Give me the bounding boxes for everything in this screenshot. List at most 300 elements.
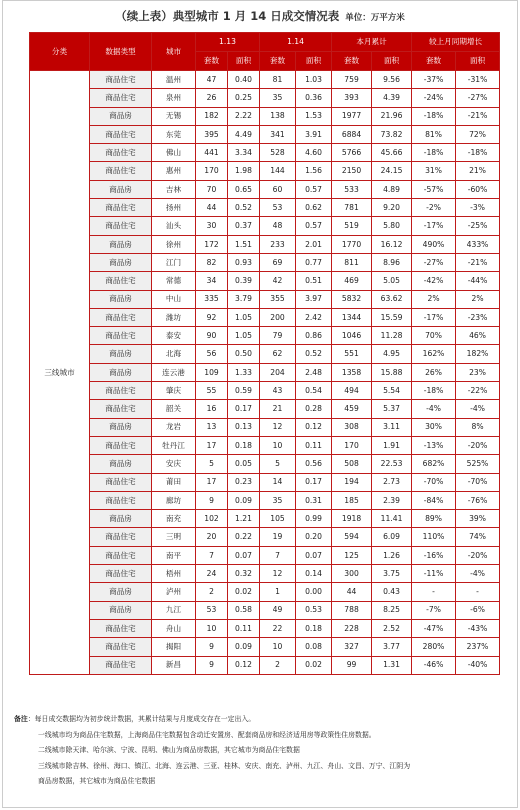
day2-area-cell: 0.86 xyxy=(296,327,332,345)
mtd-area-cell: 5.54 xyxy=(372,382,412,400)
day1-area-cell: 0.93 xyxy=(228,253,260,271)
growth-sets-cell: -57% xyxy=(412,180,456,198)
mtd-sets-cell: 811 xyxy=(332,253,372,271)
growth-area-cell: -31% xyxy=(456,71,500,89)
city-cell: 泉州 xyxy=(152,89,196,107)
mtd-sets-cell: 6884 xyxy=(332,125,372,143)
table-row xyxy=(30,71,500,89)
header-yoy: 较上月同期增长 xyxy=(412,33,500,52)
day2-area-cell: 3.91 xyxy=(296,125,332,143)
day1-area-cell: 1.98 xyxy=(228,162,260,180)
day2-sets-cell: 22 xyxy=(260,619,296,637)
day2-sets-cell: 81 xyxy=(260,71,296,89)
day1-sets-cell: 395 xyxy=(196,125,228,143)
day2-area-cell: 2.48 xyxy=(296,363,332,381)
mtd-area-cell: 45.66 xyxy=(372,144,412,162)
city-cell: 三明 xyxy=(152,528,196,546)
table-row xyxy=(30,619,500,637)
day1-sets-cell: 34 xyxy=(196,272,228,290)
mtd-area-cell: 15.88 xyxy=(372,363,412,381)
header-day2: 1.14 xyxy=(260,33,332,52)
day2-sets-cell: 35 xyxy=(260,89,296,107)
mtd-sets-cell: 1918 xyxy=(332,510,372,528)
growth-area-cell: -18% xyxy=(456,144,500,162)
data-type-cell: 商品住宅 xyxy=(90,89,152,107)
header-sets: 套数 xyxy=(332,52,372,71)
city-cell: 莆田 xyxy=(152,473,196,491)
growth-sets-cell: -18% xyxy=(412,144,456,162)
notes-section xyxy=(14,712,514,790)
city-cell: 揭阳 xyxy=(152,638,196,656)
day1-area-cell: 0.13 xyxy=(228,418,260,436)
mtd-sets-cell: 788 xyxy=(332,601,372,619)
mtd-area-cell: 5.80 xyxy=(372,217,412,235)
day1-area-cell: 1.21 xyxy=(228,510,260,528)
table-row xyxy=(30,217,500,235)
data-type-cell: 商品住宅 xyxy=(90,308,152,326)
city-cell: 徐州 xyxy=(152,235,196,253)
growth-sets-cell: 70% xyxy=(412,327,456,345)
day1-area-cell: 0.40 xyxy=(228,71,260,89)
day2-sets-cell: 53 xyxy=(260,199,296,217)
day1-sets-cell: 170 xyxy=(196,162,228,180)
mtd-sets-cell: 125 xyxy=(332,546,372,564)
growth-area-cell: - xyxy=(456,583,500,601)
day1-sets-cell: 102 xyxy=(196,510,228,528)
notes-label: 备注 xyxy=(14,715,28,723)
day2-sets-cell: 528 xyxy=(260,144,296,162)
mtd-sets-cell: 99 xyxy=(332,656,372,674)
day2-area-cell: 1.03 xyxy=(296,71,332,89)
city-cell: 梧州 xyxy=(152,565,196,583)
mtd-sets-cell: 1770 xyxy=(332,235,372,253)
day1-sets-cell: 47 xyxy=(196,71,228,89)
growth-sets-cell: 81% xyxy=(412,125,456,143)
mtd-area-cell: 4.39 xyxy=(372,89,412,107)
day2-sets-cell: 200 xyxy=(260,308,296,326)
day2-area-cell: 0.07 xyxy=(296,546,332,564)
mtd-sets-cell: 1344 xyxy=(332,308,372,326)
note-line-2: 一线城市均为商品住宅数据，上海商品住宅数据包含动迁安置房、配套商品房和经济适用房等政策性住房数据。 xyxy=(38,730,376,739)
data-type-cell: 商品房 xyxy=(90,583,152,601)
data-type-cell: 商品房 xyxy=(90,418,152,436)
mtd-area-cell: 11.41 xyxy=(372,510,412,528)
growth-sets-cell: 490% xyxy=(412,235,456,253)
table-row xyxy=(30,345,500,363)
data-type-cell: 商品房 xyxy=(90,180,152,198)
day1-area-cell: 0.09 xyxy=(228,638,260,656)
header-city: 城市 xyxy=(152,33,196,71)
table-row xyxy=(30,199,500,217)
data-type-cell: 商品房 xyxy=(90,455,152,473)
data-type-cell: 商品住宅 xyxy=(90,656,152,674)
day1-sets-cell: 55 xyxy=(196,382,228,400)
city-cell: 南充 xyxy=(152,510,196,528)
header-sets: 套数 xyxy=(260,52,296,71)
day1-area-cell: 0.65 xyxy=(228,180,260,198)
mtd-area-cell: 1.31 xyxy=(372,656,412,674)
mtd-area-cell: 2.39 xyxy=(372,491,412,509)
day1-area-cell: 1.05 xyxy=(228,327,260,345)
day2-area-cell: 2.01 xyxy=(296,235,332,253)
day1-sets-cell: 13 xyxy=(196,418,228,436)
data-type-cell: 商品住宅 xyxy=(90,473,152,491)
day2-area-cell: 0.11 xyxy=(296,436,332,454)
mtd-area-cell: 1.91 xyxy=(372,436,412,454)
mtd-area-cell: 4.89 xyxy=(372,180,412,198)
day2-sets-cell: 144 xyxy=(260,162,296,180)
day2-area-cell: 0.52 xyxy=(296,345,332,363)
city-cell: 肇庆 xyxy=(152,382,196,400)
day2-sets-cell: 5 xyxy=(260,455,296,473)
city-cell: 佛山 xyxy=(152,144,196,162)
growth-area-cell: 39% xyxy=(456,510,500,528)
day1-sets-cell: 53 xyxy=(196,601,228,619)
day1-area-cell: 0.09 xyxy=(228,491,260,509)
data-type-cell: 商品住宅 xyxy=(90,638,152,656)
table-row xyxy=(30,290,500,308)
growth-sets-cell: -13% xyxy=(412,436,456,454)
growth-sets-cell: -16% xyxy=(412,546,456,564)
city-cell: 北海 xyxy=(152,345,196,363)
growth-sets-cell: -18% xyxy=(412,382,456,400)
day1-sets-cell: 82 xyxy=(196,253,228,271)
page-title xyxy=(0,8,520,24)
table-row xyxy=(30,601,500,619)
growth-area-cell: 2% xyxy=(456,290,500,308)
growth-area-cell: -4% xyxy=(456,565,500,583)
day1-sets-cell: 335 xyxy=(196,290,228,308)
header-sets: 套数 xyxy=(412,52,456,71)
day1-sets-cell: 441 xyxy=(196,144,228,162)
growth-sets-cell: -24% xyxy=(412,89,456,107)
day2-sets-cell: 138 xyxy=(260,107,296,125)
mtd-sets-cell: 459 xyxy=(332,400,372,418)
day2-sets-cell: 49 xyxy=(260,601,296,619)
day1-sets-cell: 9 xyxy=(196,656,228,674)
day2-sets-cell: 2 xyxy=(260,656,296,674)
day1-sets-cell: 17 xyxy=(196,436,228,454)
mtd-sets-cell: 1977 xyxy=(332,107,372,125)
city-cell: 安庆 xyxy=(152,455,196,473)
growth-area-cell: -20% xyxy=(456,546,500,564)
header-area: 面积 xyxy=(456,52,500,71)
data-type-cell: 商品住宅 xyxy=(90,436,152,454)
growth-area-cell: 74% xyxy=(456,528,500,546)
data-type-cell: 商品房 xyxy=(90,253,152,271)
growth-sets-cell: -70% xyxy=(412,473,456,491)
mtd-area-cell: 1.26 xyxy=(372,546,412,564)
data-type-cell: 商品住宅 xyxy=(90,327,152,345)
day1-sets-cell: 44 xyxy=(196,199,228,217)
day2-area-cell: 0.36 xyxy=(296,89,332,107)
day1-sets-cell: 172 xyxy=(196,235,228,253)
mtd-sets-cell: 533 xyxy=(332,180,372,198)
growth-sets-cell: -7% xyxy=(412,601,456,619)
day2-area-cell: 0.77 xyxy=(296,253,332,271)
mtd-sets-cell: 781 xyxy=(332,199,372,217)
header-area: 面积 xyxy=(296,52,332,71)
day2-area-cell: 0.57 xyxy=(296,217,332,235)
table-row xyxy=(30,162,500,180)
day2-area-cell: 0.56 xyxy=(296,455,332,473)
data-type-cell: 商品房 xyxy=(90,107,152,125)
growth-sets-cell: -11% xyxy=(412,565,456,583)
day1-area-cell: 0.17 xyxy=(228,400,260,418)
table-row xyxy=(30,382,500,400)
header-area: 面积 xyxy=(228,52,260,71)
mtd-sets-cell: 185 xyxy=(332,491,372,509)
table-row xyxy=(30,638,500,656)
mtd-area-cell: 8.96 xyxy=(372,253,412,271)
data-type-cell: 商品房 xyxy=(90,510,152,528)
growth-sets-cell: 26% xyxy=(412,363,456,381)
growth-sets-cell: -37% xyxy=(412,71,456,89)
day2-sets-cell: 35 xyxy=(260,491,296,509)
growth-area-cell: -60% xyxy=(456,180,500,198)
city-cell: 连云港 xyxy=(152,363,196,381)
growth-area-cell: -43% xyxy=(456,619,500,637)
day1-area-cell: 3.34 xyxy=(228,144,260,162)
day1-sets-cell: 70 xyxy=(196,180,228,198)
day1-sets-cell: 109 xyxy=(196,363,228,381)
growth-area-cell: -22% xyxy=(456,382,500,400)
day1-area-cell: 0.07 xyxy=(228,546,260,564)
city-cell: 吉林 xyxy=(152,180,196,198)
day2-area-cell: 0.14 xyxy=(296,565,332,583)
header-mtd: 本月累计 xyxy=(332,33,412,52)
day1-sets-cell: 16 xyxy=(196,400,228,418)
table-row xyxy=(30,144,500,162)
day2-area-cell: 0.17 xyxy=(296,473,332,491)
day1-area-cell: 0.39 xyxy=(228,272,260,290)
growth-area-cell: -20% xyxy=(456,436,500,454)
growth-area-cell: -4% xyxy=(456,400,500,418)
day1-sets-cell: 30 xyxy=(196,217,228,235)
day2-sets-cell: 7 xyxy=(260,546,296,564)
table-row xyxy=(30,327,500,345)
data-type-cell: 商品住宅 xyxy=(90,528,152,546)
growth-sets-cell: -4% xyxy=(412,400,456,418)
mtd-area-cell: 6.09 xyxy=(372,528,412,546)
header-sets: 套数 xyxy=(196,52,228,71)
day2-area-cell: 0.51 xyxy=(296,272,332,290)
day1-area-cell: 0.50 xyxy=(228,345,260,363)
data-type-cell: 商品住宅 xyxy=(90,491,152,509)
day1-sets-cell: 56 xyxy=(196,345,228,363)
growth-area-cell: -3% xyxy=(456,199,500,217)
growth-sets-cell: 30% xyxy=(412,418,456,436)
growth-sets-cell: -42% xyxy=(412,272,456,290)
day2-area-cell: 0.53 xyxy=(296,601,332,619)
day1-area-cell: 3.79 xyxy=(228,290,260,308)
day2-area-cell: 0.12 xyxy=(296,418,332,436)
city-cell: 舟山 xyxy=(152,619,196,637)
mtd-sets-cell: 759 xyxy=(332,71,372,89)
day1-sets-cell: 17 xyxy=(196,473,228,491)
growth-area-cell: -6% xyxy=(456,601,500,619)
mtd-sets-cell: 300 xyxy=(332,565,372,583)
table-row xyxy=(30,253,500,271)
day2-area-cell: 0.08 xyxy=(296,638,332,656)
mtd-area-cell: 15.59 xyxy=(372,308,412,326)
city-cell: 扬州 xyxy=(152,199,196,217)
day2-sets-cell: 79 xyxy=(260,327,296,345)
day1-sets-cell: 90 xyxy=(196,327,228,345)
growth-area-cell: -21% xyxy=(456,107,500,125)
mtd-sets-cell: 469 xyxy=(332,272,372,290)
mtd-sets-cell: 194 xyxy=(332,473,372,491)
growth-area-cell: -27% xyxy=(456,89,500,107)
day1-sets-cell: 20 xyxy=(196,528,228,546)
growth-sets-cell: -47% xyxy=(412,619,456,637)
mtd-sets-cell: 551 xyxy=(332,345,372,363)
day1-area-cell: 0.25 xyxy=(228,89,260,107)
table-body xyxy=(30,33,500,675)
transaction-table xyxy=(29,32,500,675)
data-type-cell: 商品住宅 xyxy=(90,382,152,400)
growth-sets-cell: -17% xyxy=(412,217,456,235)
growth-sets-cell: 31% xyxy=(412,162,456,180)
day2-area-cell: 3.97 xyxy=(296,290,332,308)
growth-area-cell: 72% xyxy=(456,125,500,143)
table-row xyxy=(30,89,500,107)
city-cell: 泸州 xyxy=(152,583,196,601)
growth-sets-cell: -27% xyxy=(412,253,456,271)
day1-sets-cell: 26 xyxy=(196,89,228,107)
table-row xyxy=(30,107,500,125)
growth-sets-cell: -18% xyxy=(412,107,456,125)
header-area: 面积 xyxy=(372,52,412,71)
growth-area-cell: -70% xyxy=(456,473,500,491)
day1-sets-cell: 10 xyxy=(196,619,228,637)
day1-area-cell: 1.33 xyxy=(228,363,260,381)
city-cell: 新昌 xyxy=(152,656,196,674)
table-row xyxy=(30,436,500,454)
day1-area-cell: 0.23 xyxy=(228,473,260,491)
data-type-cell: 商品住宅 xyxy=(90,272,152,290)
growth-sets-cell: 280% xyxy=(412,638,456,656)
mtd-sets-cell: 308 xyxy=(332,418,372,436)
day2-sets-cell: 42 xyxy=(260,272,296,290)
mtd-area-cell: 8.25 xyxy=(372,601,412,619)
mtd-sets-cell: 393 xyxy=(332,89,372,107)
growth-sets-cell: 682% xyxy=(412,455,456,473)
data-type-cell: 商品住宅 xyxy=(90,144,152,162)
growth-sets-cell: -46% xyxy=(412,656,456,674)
table-row xyxy=(30,491,500,509)
city-cell: 龙岩 xyxy=(152,418,196,436)
city-cell: 南平 xyxy=(152,546,196,564)
growth-sets-cell: -2% xyxy=(412,199,456,217)
day2-sets-cell: 62 xyxy=(260,345,296,363)
day2-area-cell: 4.60 xyxy=(296,144,332,162)
day2-area-cell: 0.18 xyxy=(296,619,332,637)
table-row xyxy=(30,180,500,198)
growth-area-cell: 525% xyxy=(456,455,500,473)
day1-area-cell: 0.37 xyxy=(228,217,260,235)
day1-area-cell: 4.49 xyxy=(228,125,260,143)
day2-area-cell: 0.00 xyxy=(296,583,332,601)
data-type-cell: 商品住宅 xyxy=(90,162,152,180)
day2-area-cell: 0.57 xyxy=(296,180,332,198)
day2-sets-cell: 1 xyxy=(260,583,296,601)
table-row xyxy=(30,235,500,253)
day1-area-cell: 0.58 xyxy=(228,601,260,619)
table-row xyxy=(30,125,500,143)
day2-sets-cell: 355 xyxy=(260,290,296,308)
day2-area-cell: 0.54 xyxy=(296,382,332,400)
growth-area-cell: 433% xyxy=(456,235,500,253)
note-line-3: 二线城市除天津、哈尔滨、宁波、昆明、佛山为商品房数据，其它城市为商品住宅数据 xyxy=(38,746,300,755)
mtd-area-cell: 21.96 xyxy=(372,107,412,125)
table-row xyxy=(30,363,500,381)
day2-sets-cell: 10 xyxy=(260,638,296,656)
header-data-type: 数据类型 xyxy=(90,33,152,71)
day1-sets-cell: 92 xyxy=(196,308,228,326)
mtd-area-cell: 11.28 xyxy=(372,327,412,345)
data-type-cell: 商品住宅 xyxy=(90,199,152,217)
day1-sets-cell: 9 xyxy=(196,638,228,656)
city-cell: 泰安 xyxy=(152,327,196,345)
day2-sets-cell: 12 xyxy=(260,565,296,583)
day1-area-cell: 0.05 xyxy=(228,455,260,473)
day1-area-cell: 1.51 xyxy=(228,235,260,253)
mtd-area-cell: 5.37 xyxy=(372,400,412,418)
mtd-area-cell: 9.20 xyxy=(372,199,412,217)
category-cell: 三线城市 xyxy=(30,71,90,675)
table-row xyxy=(30,418,500,436)
city-cell: 潍坊 xyxy=(152,308,196,326)
mtd-sets-cell: 5832 xyxy=(332,290,372,308)
growth-area-cell: 182% xyxy=(456,345,500,363)
growth-area-cell: -23% xyxy=(456,308,500,326)
day2-sets-cell: 204 xyxy=(260,363,296,381)
table-row xyxy=(30,308,500,326)
day2-sets-cell: 43 xyxy=(260,382,296,400)
note-line-4: 三线城市除吉林、徐州、海口、镇江、北海、连云港、三亚、桂林、安庆、南充、泸州、九江、舟山、文昌、万宁、江阴为 xyxy=(38,761,411,770)
data-type-cell: 商品房 xyxy=(90,235,152,253)
growth-sets-cell: 2% xyxy=(412,290,456,308)
growth-sets-cell: - xyxy=(412,583,456,601)
day2-area-cell: 2.42 xyxy=(296,308,332,326)
day1-area-cell: 0.11 xyxy=(228,619,260,637)
city-cell: 温州 xyxy=(152,71,196,89)
city-cell: 东莞 xyxy=(152,125,196,143)
table-row xyxy=(30,656,500,674)
data-type-cell: 商品住宅 xyxy=(90,619,152,637)
growth-area-cell: -21% xyxy=(456,253,500,271)
mtd-area-cell: 24.15 xyxy=(372,162,412,180)
day2-sets-cell: 21 xyxy=(260,400,296,418)
title-text: （续上表）典型城市 1 月 14 日成交情况表 xyxy=(115,9,340,23)
mtd-area-cell: 63.62 xyxy=(372,290,412,308)
day2-sets-cell: 341 xyxy=(260,125,296,143)
day2-sets-cell: 12 xyxy=(260,418,296,436)
day1-area-cell: 0.18 xyxy=(228,436,260,454)
mtd-sets-cell: 494 xyxy=(332,382,372,400)
table-row xyxy=(30,546,500,564)
day1-sets-cell: 2 xyxy=(196,583,228,601)
day1-area-cell: 0.02 xyxy=(228,583,260,601)
data-type-cell: 商品住宅 xyxy=(90,565,152,583)
day1-sets-cell: 9 xyxy=(196,491,228,509)
growth-sets-cell: 162% xyxy=(412,345,456,363)
mtd-area-cell: 2.52 xyxy=(372,619,412,637)
mtd-area-cell: 22.53 xyxy=(372,455,412,473)
data-type-cell: 商品住宅 xyxy=(90,71,152,89)
data-type-cell: 商品住宅 xyxy=(90,546,152,564)
